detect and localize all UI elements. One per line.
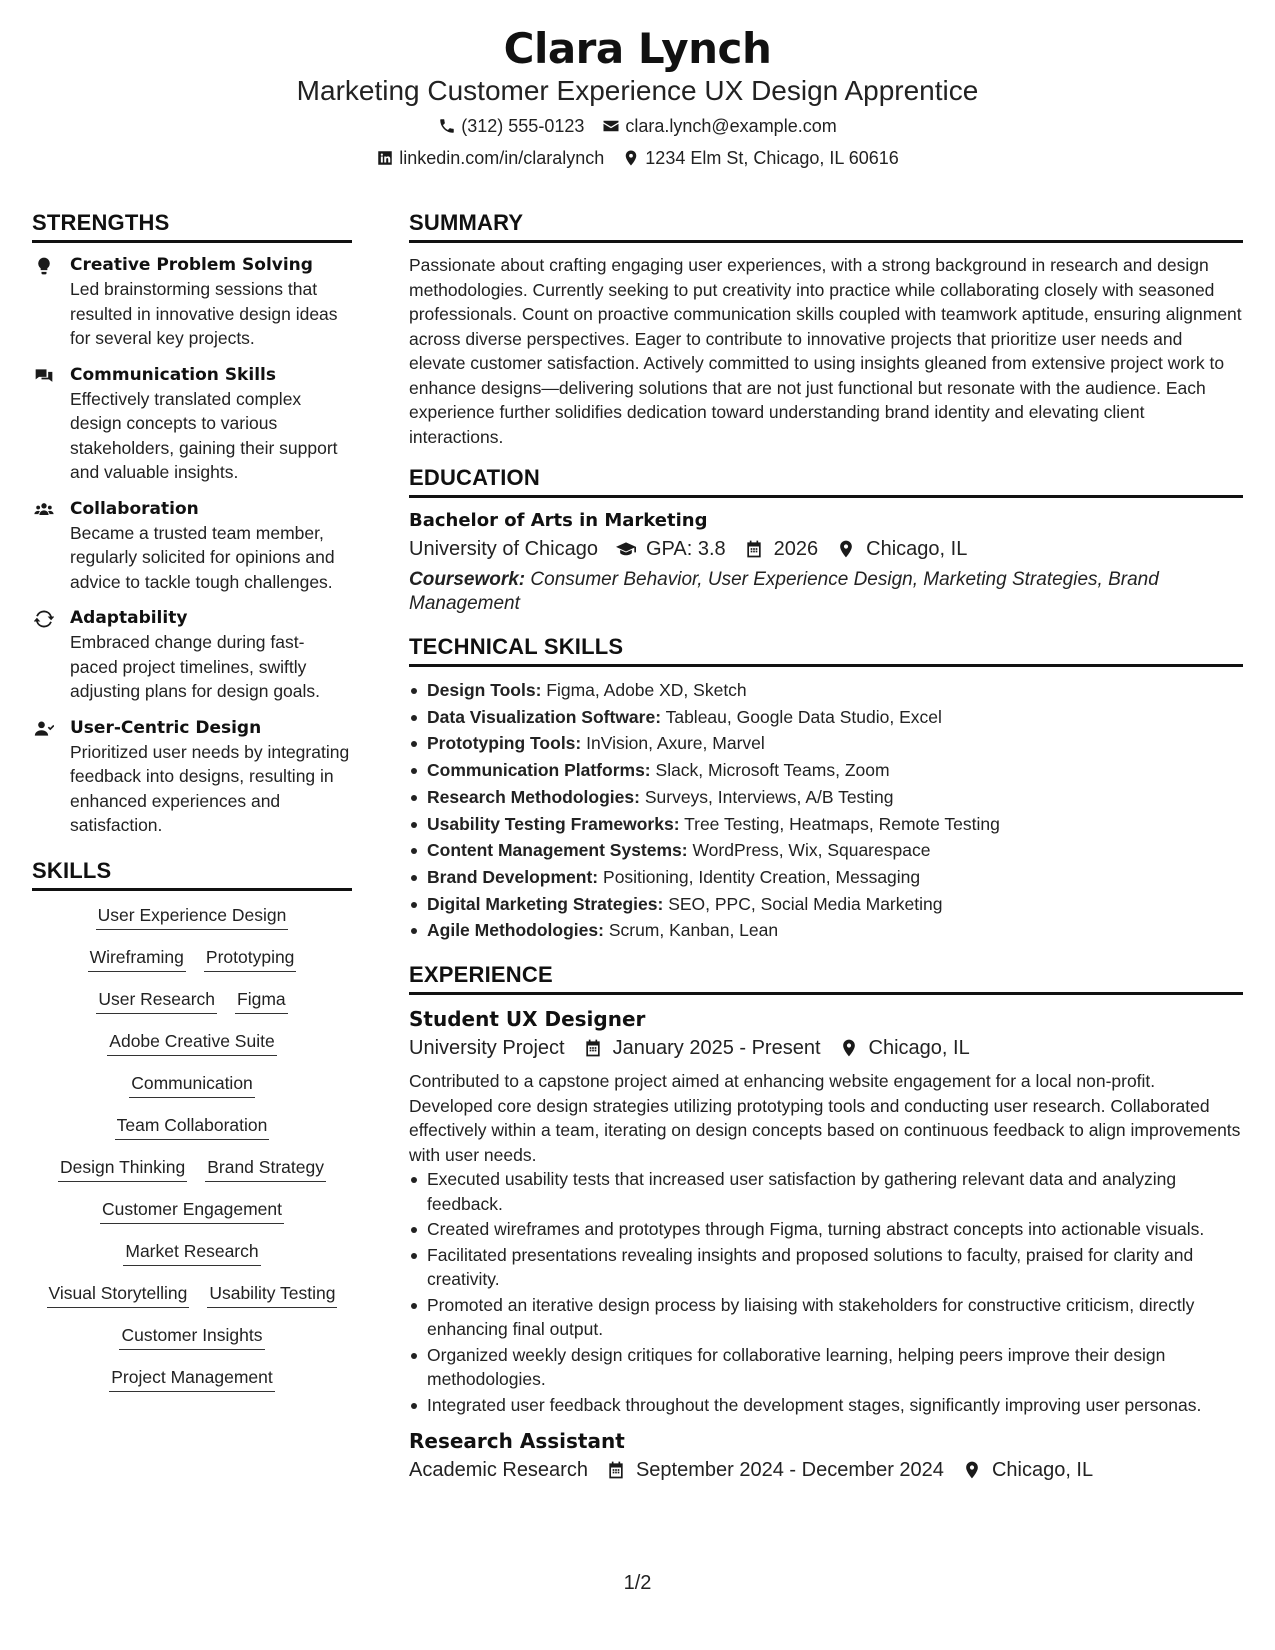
skill-tag: User Research [96,987,217,1014]
tech-skill-value: Positioning, Identity Creation, Messaging [603,866,921,887]
resume-header [0,22,1275,170]
skill-tag: Brand Strategy [205,1155,326,1182]
list-item: Facilitated presentations revealing insights and proposed solutions to faculty, praised for clarity and creativity. [409,1243,1243,1292]
strength-title: Collaboration [70,498,199,519]
experience-heading: EXPERIENCE [409,960,1243,995]
gpa-text: GPA: 3.8 [645,538,726,560]
tech-skill-value: Tree Testing, Heatmaps, Remote Testing [684,813,1000,834]
list-item [409,864,1243,891]
education-location [836,534,967,564]
map-marker-icon [622,149,640,167]
job-location [962,1455,1093,1485]
lightbulb-icon [34,256,54,276]
coursework-label: Coursework: [409,569,526,590]
strength-desc: Became a trusted team member, regularly solicited for opinions and advice to tackle tough challenges. [70,522,335,592]
dates-text: January 2025 - Present [612,1037,821,1060]
calendar-icon [744,539,764,559]
skill-tag: Communication [129,1071,255,1098]
skill-row [32,1197,352,1224]
user-check-icon [34,719,54,739]
technical-skills-heading: TECHNICAL SKILLS [409,632,1243,667]
job-title: Research Assistant [409,1429,625,1454]
job-title: Student UX Designer [409,1007,646,1032]
strength-item [32,363,352,485]
strength-title: Creative Problem Solving [70,255,313,275]
location-text: Chicago, IL [866,538,968,560]
calendar-icon [606,1460,626,1480]
location-text: Chicago, IL [868,1037,970,1060]
summary-heading: SUMMARY [409,208,1243,243]
school [409,534,598,564]
left-column [32,208,352,1407]
strength-item [32,253,352,351]
skill-row [32,945,352,972]
skill-tag: Usability Testing [207,1281,337,1308]
job-org [409,1455,588,1485]
list-item: Created wireframes and prototypes through Figma, turning abstract concepts into actionable visuals. [409,1217,1243,1242]
job-meta [409,1033,1243,1063]
list-item [409,757,1243,784]
tech-skill-label: Communication Platforms: [427,760,651,781]
strength-title: Communication Skills [70,364,276,385]
skill-row [32,987,352,1014]
strength-item [32,716,352,838]
linkedin-icon [376,149,394,167]
list-item: Promoted an iterative design process by liaising with stakeholders for constructive criticism, directly enhancing final output. [409,1293,1243,1342]
job-meta [409,1455,1243,1485]
technical-skills-list [409,677,1243,944]
comments-icon [34,366,54,386]
job-dates [583,1033,821,1063]
skill-row [32,1155,352,1182]
phone-icon [438,117,456,135]
skill-row [32,903,352,930]
degree-title: Bachelor of Arts in Marketing [409,510,708,531]
tech-skill-value: WordPress, Wix, Squarespace [692,840,931,861]
skills-heading: SKILLS [32,856,352,891]
org-text: University Project [409,1037,565,1060]
skill-row [32,1029,352,1056]
address-text: 1234 Elm St, Chicago, IL 60616 [645,148,899,168]
email-text[interactable]: clara.lynch@example.com [625,116,837,136]
candidate-name: Clara Lynch [503,24,772,73]
tech-skill-value: Figma, Adobe XD, Sketch [546,680,747,700]
address-contact [622,146,899,170]
email-contact[interactable] [602,114,836,138]
strength-desc: Led brainstorming sessions that resulted in innovative design ideas for several key projects. [70,279,338,348]
list-item: Organized weekly design critiques for collaborative learning, helping peers improve their design methodologies. [409,1343,1243,1392]
skill-tag: Customer Insights [119,1323,264,1350]
tech-skill-value: Tableau, Google Data Studio, Excel [665,706,942,727]
tech-skill-value: Surveys, Interviews, A/B Testing [644,786,894,807]
candidate-title: Marketing Customer Experience UX Design Apprentice [296,75,979,106]
list-item [409,811,1243,838]
right-column [409,208,1243,1485]
coursework [409,568,1243,616]
list-item [409,917,1243,944]
tech-skill-label: Prototyping Tools: [427,733,582,754]
tech-skill-value: InVision, Axure, Marvel [586,733,765,754]
skill-tag: Customer Engagement [100,1197,284,1224]
tech-skill-label: Data Visualization Software: [427,706,662,727]
list-item: Executed usability tests that increased user satisfaction by gathering relevant data and analyzing feedback. [409,1167,1243,1216]
list-item [409,891,1243,918]
tech-skill-label: Usability Testing Frameworks: [427,813,680,834]
coursework-text: Consumer Behavior, User Experience Design, Marketing Strategies, Brand Management [409,569,1159,614]
school-name: University of Chicago [409,538,598,560]
phone-contact [438,114,584,138]
list-item [409,704,1243,731]
tech-skill-value: Scrum, Kanban, Lean [608,920,779,941]
skill-row [32,1071,352,1098]
job-dates [606,1455,944,1485]
skill-row [32,1323,352,1350]
job-bullets [409,1167,1243,1417]
org-text: Academic Research [409,1459,588,1482]
tech-skill-label: Design Tools: [427,680,542,700]
strength-desc: Effectively translated complex design concepts to various stakeholders, gaining their support and valuable insights. [70,388,338,482]
tech-skill-label: Agile Methodologies: [427,920,604,941]
skill-row [32,1113,352,1140]
skill-tag: Visual Storytelling [47,1281,190,1308]
location-text: Chicago, IL [991,1459,1094,1482]
envelope-icon [602,117,620,135]
linkedin-text[interactable]: linkedin.com/in/claralynch [399,148,605,168]
tech-skill-value: Slack, Microsoft Teams, Zoom [655,760,890,781]
skill-tag: Prototyping [204,945,297,972]
skills-list [32,903,352,1392]
strength-title: Adaptability [70,608,188,628]
skill-tag: Adobe Creative Suite [107,1029,276,1056]
page-number: 1/2 [623,1572,652,1594]
tech-skill-label: Content Management Systems: [427,840,688,861]
skill-row [32,1239,352,1266]
map-marker-icon [962,1460,982,1480]
strength-desc: Prioritized user needs by integrating feedback into designs, resulting in enhanced experiences and satisfaction. [70,741,350,835]
tech-skill-value: SEO, PPC, Social Media Marketing [668,893,943,914]
education-meta [409,534,1243,564]
job-org [409,1033,565,1063]
skill-tag: Team Collaboration [115,1113,270,1140]
skill-tag: Design Thinking [58,1155,187,1182]
map-marker-icon [839,1038,859,1058]
summary-text: Passionate about crafting engaging user experiences, with a strong background in research and design methodologies. Currently seeking to put creativity into practice while collaborating closely with seasoned professionals. Count on proactive communication skills coupled with teamwork aptitude, ensuring alignment across diverse perspectives. Eager to contribute to innovative projects that prioritize user needs and elevate customer satisfaction. Actively committed to using insights gleaned from extensive project work to enhance designs—delivering solutions that are not just functional but resonate with the audience. Each experience further solidifies dedication toward understanding brand identity and elevating client interactions. [409,255,1242,447]
dates-text: September 2024 - December 2024 [635,1459,944,1482]
list-item: Integrated user feedback throughout the development stages, significantly improving user personas. [409,1393,1243,1418]
list-item [409,730,1243,757]
education-heading: EDUCATION [409,463,1243,498]
phone-text: (312) 555-0123 [461,116,585,136]
skill-row [32,1365,352,1392]
users-icon [34,500,54,520]
list-item [409,837,1243,864]
strength-item [32,497,352,595]
tech-skill-label: Brand Development: [427,866,599,887]
list-item [409,677,1243,704]
tech-skill-label: Research Methodologies: [427,786,640,807]
contact-row-2 [0,146,1275,170]
strengths-heading: STRENGTHS [32,208,352,243]
list-item [409,784,1243,811]
job-summary: Contributed to a capstone project aimed at enhancing website engagement for a local non-profit. Developed core design strategies utilizing prototyping tools and conducting user research. Collaborated effectively within a team, iterating on design concepts based on continuous feedback to align improvements with user needs. [409,1071,1241,1165]
map-marker-icon [836,539,856,559]
strength-item [32,606,352,704]
job-location [839,1033,970,1063]
contact-row-1 [0,114,1275,138]
sync-icon [34,609,54,629]
skill-tag: Figma [235,987,288,1014]
strength-title: User-Centric Design [70,717,262,738]
graduation-cap-icon [616,539,636,559]
linkedin-contact[interactable] [376,146,604,170]
skill-tag: Wireframing [88,945,186,972]
skill-tag: Market Research [123,1239,260,1266]
year-text: 2026 [773,538,819,560]
skill-row [32,1281,352,1308]
gpa [616,534,726,564]
calendar-icon [583,1038,603,1058]
skill-tag: User Experience Design [96,903,289,930]
skill-tag: Project Management [109,1365,274,1392]
tech-skill-label: Digital Marketing Strategies: [427,893,664,914]
graduation-year [744,534,819,564]
strength-desc: Embraced change during fast-paced project timelines, swiftly adjusting plans for design goals. [70,632,321,701]
